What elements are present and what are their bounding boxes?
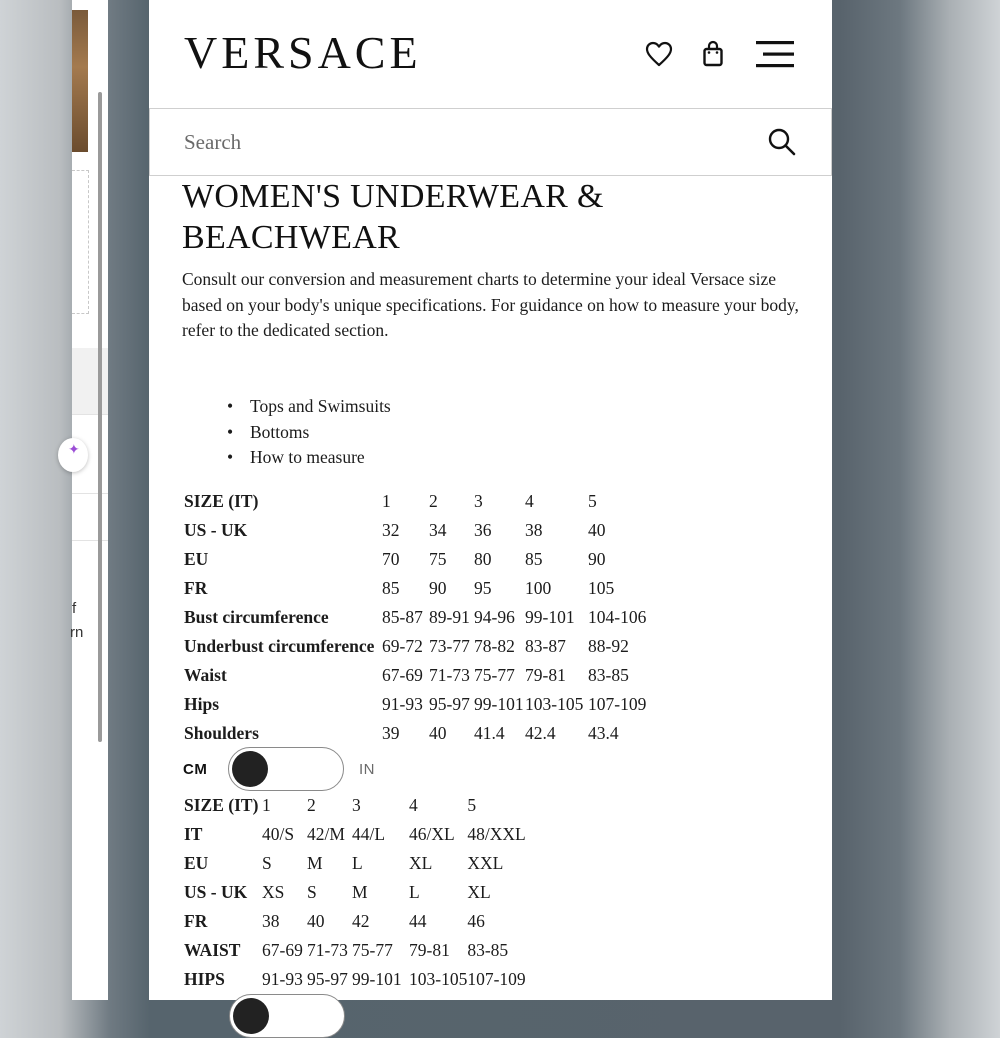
table-row (184, 791, 537, 820)
dashed-placeholder (72, 170, 89, 314)
table-cell: 44 (409, 911, 427, 931)
row-label: US - UK (184, 520, 248, 540)
table-row (184, 936, 537, 965)
table-row (184, 820, 537, 849)
table-cell: 69-72 (382, 636, 423, 656)
table-cell: 83-85 (588, 665, 629, 685)
table-cell: 42.4 (525, 723, 556, 743)
table-cell: 104-106 (588, 607, 647, 627)
table-cell: 40/S (262, 824, 295, 844)
row-label: SIZE (IT) (184, 795, 259, 815)
text-fragment: rn (70, 624, 84, 641)
switch-knob (232, 751, 268, 787)
text-fragment: f (72, 600, 77, 617)
page-title-line: BEACHWEAR (182, 219, 401, 256)
product-thumbnail (72, 10, 88, 152)
table-cell: 48/XXL (467, 824, 526, 844)
row-label: Underbust circumference (184, 636, 375, 656)
row-label: FR (184, 578, 208, 598)
table-cell: 70 (382, 549, 400, 569)
row-label: WAIST (184, 940, 241, 960)
table-cell: 107-109 (588, 694, 647, 714)
table-row (184, 574, 658, 603)
tops-size-table (184, 487, 658, 748)
table-cell: 91-93 (262, 969, 303, 989)
link-tops-and-swimsuits[interactable]: • Tops and Swimsuits (227, 394, 391, 420)
table-row (184, 878, 537, 907)
row-label: US - UK (184, 882, 248, 902)
heart-icon[interactable] (641, 36, 677, 72)
table-cell: XL (409, 853, 433, 873)
table-cell: 94-96 (474, 607, 515, 627)
versace-logo[interactable]: VERSACE (184, 27, 422, 78)
table-cell: 100 (525, 578, 552, 598)
divider (72, 540, 108, 541)
table-cell: 71-73 (429, 665, 470, 685)
table-cell: 34 (429, 520, 447, 540)
table-cell: 79-81 (409, 940, 450, 960)
table-cell: 39 (382, 723, 400, 743)
table-cell: 95 (474, 578, 492, 598)
table-cell: M (352, 882, 368, 902)
table-cell: 40 (307, 911, 325, 931)
table-cell: 44/L (352, 824, 386, 844)
page-title (182, 176, 802, 258)
table-cell: 42 (352, 911, 370, 931)
table-cell: 90 (429, 578, 447, 598)
link-how-to-measure[interactable]: • How to measure (227, 445, 391, 471)
table-cell: 103-105 (409, 969, 468, 989)
table-cell: 78-82 (474, 636, 515, 656)
table-cell: 5 (588, 491, 597, 511)
table-cell: 73-77 (429, 636, 470, 656)
row-label: Hips (184, 694, 220, 714)
row-label: Shoulders (184, 723, 259, 743)
row-label: EU (184, 549, 209, 569)
table-cell: XXL (467, 853, 504, 873)
table-row (184, 965, 537, 994)
table-row (184, 849, 537, 878)
table-cell: 3 (352, 795, 361, 815)
table-cell: 95-97 (429, 694, 470, 714)
table-cell: 38 (262, 911, 280, 931)
search-input[interactable] (184, 123, 744, 161)
table-cell: 85-87 (382, 607, 423, 627)
table-cell: 91-93 (382, 694, 423, 714)
hamburger-menu-icon[interactable] (753, 36, 797, 72)
table-cell: 38 (525, 520, 543, 540)
versace-size-guide-panel (149, 0, 832, 1000)
table-cell: 75-77 (474, 665, 515, 685)
table-cell: 36 (474, 520, 492, 540)
table-row (184, 719, 658, 748)
table-cell: 79-81 (525, 665, 566, 685)
unit-label-in[interactable]: IN (359, 761, 375, 778)
unit-switch-secondary[interactable] (229, 994, 345, 1038)
row-label: SIZE (IT) (184, 491, 259, 511)
table-cell: 75 (429, 549, 447, 569)
table-cell: XS (262, 882, 285, 902)
table-cell: S (262, 853, 272, 873)
table-cell: 83-87 (525, 636, 566, 656)
page-title-line: WOMEN'S UNDERWEAR & (182, 178, 604, 215)
link-bottoms[interactable]: • Bottoms (227, 420, 391, 446)
unit-label-cm[interactable]: CM (183, 761, 208, 778)
intro-text: Consult our conversion and measurement charts to determine your ideal Versace size based on your body's unique specifications. For guidance on how to measure your body, refer to the dedicated section. (182, 269, 799, 340)
divider (72, 493, 108, 494)
table-cell: 99-101 (474, 694, 524, 714)
table-row (184, 907, 537, 936)
table-cell: 103-105 (525, 694, 584, 714)
table-cell: 88-92 (588, 636, 629, 656)
sparkle-icon: ✦ (68, 442, 80, 458)
table-cell: 80 (474, 549, 492, 569)
table-cell: 71-73 (307, 940, 348, 960)
table-cell: L (352, 853, 363, 873)
table-cell: 40 (588, 520, 606, 540)
table-cell: 85 (382, 578, 400, 598)
table-cell: 90 (588, 549, 606, 569)
switch-knob (233, 998, 269, 1034)
table-cell: 75-77 (352, 940, 393, 960)
unit-switch[interactable] (228, 747, 344, 791)
table-cell: 99-101 (352, 969, 402, 989)
table-cell: 46 (467, 911, 485, 931)
table-cell: 67-69 (382, 665, 423, 685)
table-cell: 2 (429, 491, 438, 511)
search-icon[interactable] (767, 127, 797, 157)
table-row (184, 661, 658, 690)
section-links (227, 394, 391, 471)
scrollbar[interactable] (98, 92, 102, 742)
table-cell: 3 (474, 491, 483, 511)
table-cell: M (307, 853, 323, 873)
table-cell: 40 (429, 723, 447, 743)
table-cell: L (409, 882, 420, 902)
table-cell: 95-97 (307, 969, 348, 989)
table-cell: 2 (307, 795, 316, 815)
table-cell: 4 (525, 491, 534, 511)
table-row (184, 690, 658, 719)
row-label: IT (184, 824, 203, 844)
row-label: HIPS (184, 969, 225, 989)
row-label: Bust circumference (184, 607, 329, 627)
table-cell: 43.4 (588, 723, 619, 743)
table-cell: 89-91 (429, 607, 470, 627)
table-row (184, 603, 658, 632)
table-cell: 105 (588, 578, 615, 598)
row-label: Waist (184, 665, 227, 685)
background-window-fragment (68, 0, 108, 1000)
table-cell: 1 (382, 491, 391, 511)
table-cell: S (307, 882, 317, 902)
table-cell: 42/M (307, 824, 345, 844)
search-bar (149, 108, 832, 176)
table-cell: XL (467, 882, 491, 902)
table-row (184, 632, 658, 661)
table-cell: 107-109 (467, 969, 526, 989)
gray-band (72, 348, 108, 414)
row-label: FR (184, 911, 208, 931)
table-row (184, 516, 658, 545)
unit-toggle (183, 747, 423, 793)
table-row (184, 545, 658, 574)
table-cell: 99-101 (525, 607, 575, 627)
bottoms-size-table (184, 791, 537, 994)
table-cell: 4 (409, 795, 418, 815)
table-cell: 5 (467, 795, 477, 815)
table-cell: 46/XL (409, 824, 455, 844)
shopping-bag-icon[interactable] (695, 36, 731, 72)
table-cell: 32 (382, 520, 400, 540)
site-header (149, 0, 832, 109)
table-row (184, 487, 658, 516)
row-label: EU (184, 853, 209, 873)
table-cell: 67-69 (262, 940, 303, 960)
table-cell: 85 (525, 549, 543, 569)
table-cell: 83-85 (467, 940, 509, 960)
table-cell: 41.4 (474, 723, 505, 743)
table-cell: 1 (262, 795, 271, 815)
divider (72, 414, 108, 415)
